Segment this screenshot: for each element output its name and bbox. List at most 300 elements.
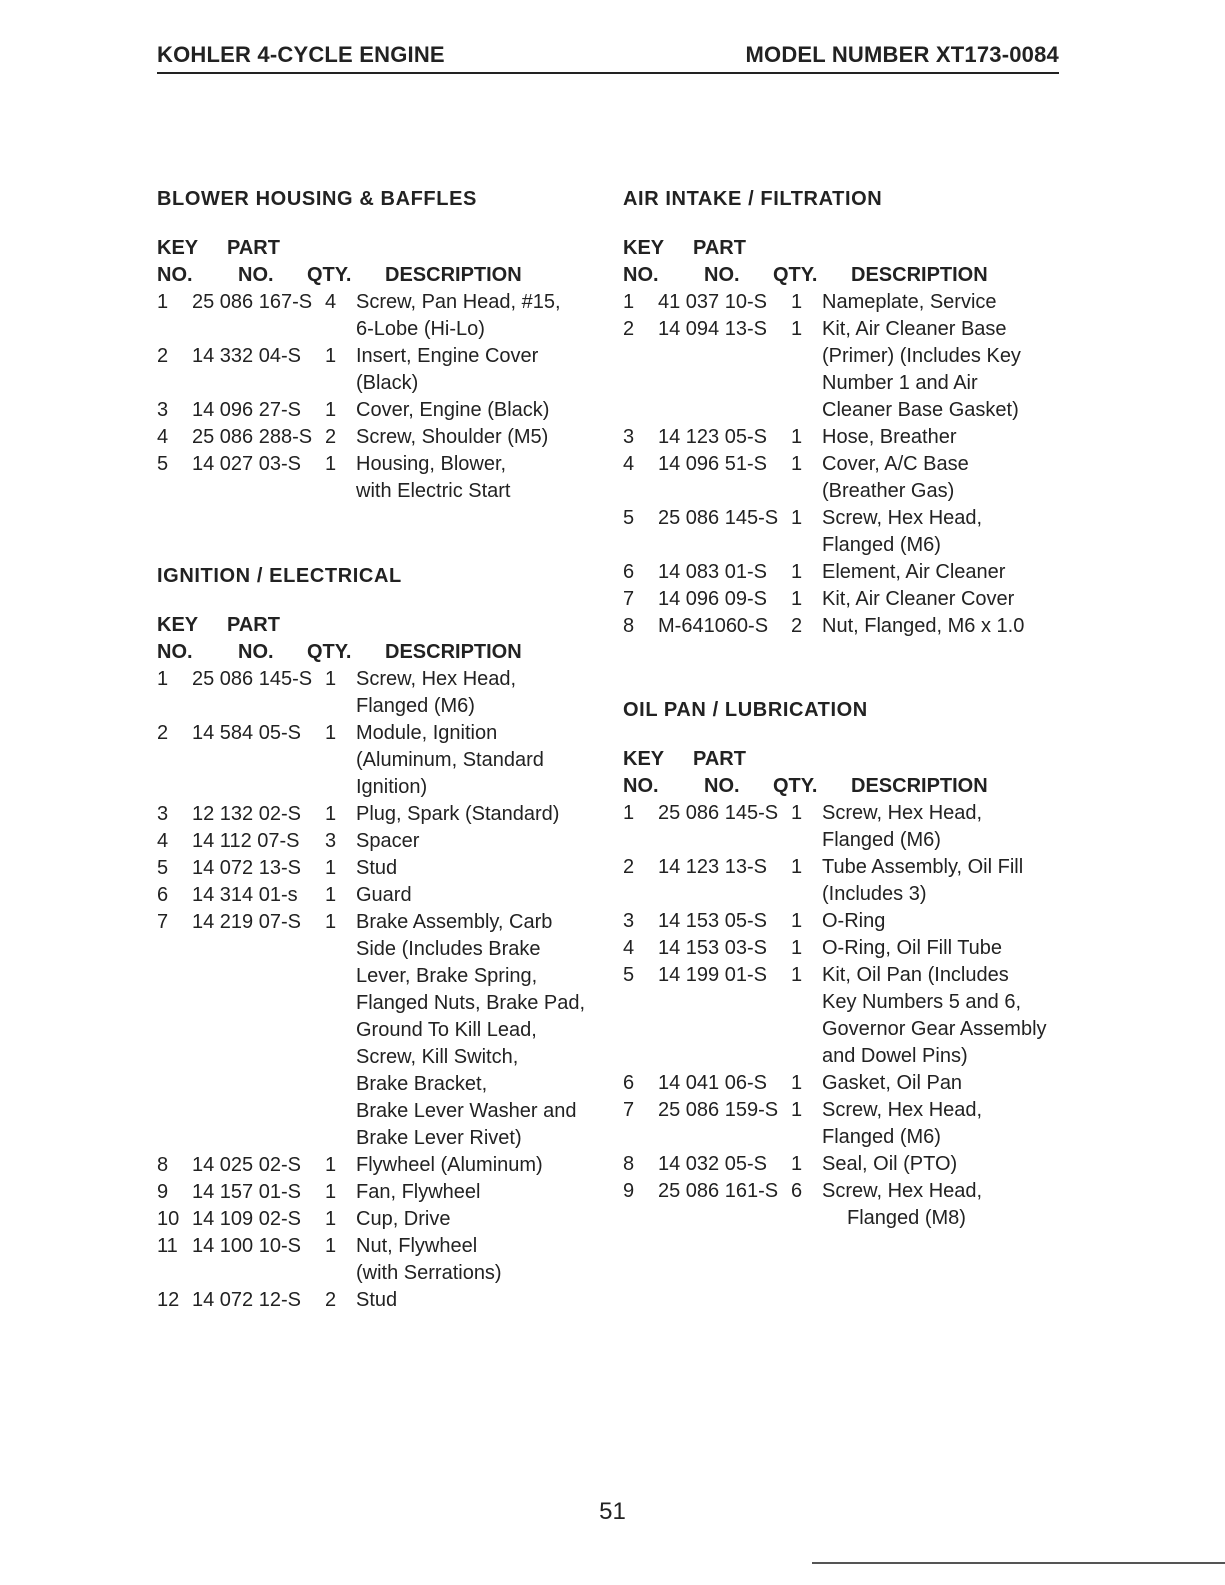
description: Kit, Oil Pan (Includes: [822, 964, 1009, 986]
parts-row-continuation: [623, 478, 1073, 505]
quantity: 1: [791, 561, 803, 583]
parts-row: [157, 666, 607, 720]
parts-row-line: [623, 800, 1073, 827]
parts-row-continuation: [157, 990, 607, 1017]
key-number: 11: [157, 1235, 178, 1257]
parts-row-line: [157, 855, 607, 882]
part-number: 25 086 145-S: [658, 802, 779, 824]
section-blower-housing: [157, 186, 607, 505]
col-header-qty: QTY.: [307, 641, 352, 663]
key-number: 10: [157, 1208, 180, 1230]
description: Key Numbers 5 and 6,: [822, 991, 1021, 1013]
part-number: 14 109 02-S: [192, 1208, 301, 1230]
quantity: 1: [791, 588, 803, 610]
description: Lever, Brake Spring,: [356, 965, 538, 987]
col-header-description: DESCRIPTION: [851, 264, 988, 286]
part-number: 14 332 04-S: [192, 345, 301, 367]
description: and Dowel Pins): [822, 1045, 968, 1067]
parts-row-continuation: [157, 1260, 607, 1287]
key-number: 3: [623, 910, 635, 932]
description: Flanged (M6): [356, 695, 475, 717]
quantity: 2: [325, 426, 337, 448]
key-number: 1: [623, 802, 635, 824]
part-number: 25 086 145-S: [192, 668, 313, 690]
parts-row-line: [157, 451, 607, 478]
description: Screw, Hex Head,: [356, 668, 517, 690]
col-header-part: PART: [693, 748, 746, 770]
part-number: 14 072 13-S: [192, 857, 301, 879]
col-header-key: KEY: [157, 237, 199, 259]
description: Insert, Engine Cover: [356, 345, 539, 367]
key-number: 9: [623, 1180, 635, 1202]
col-header-part: PART: [227, 237, 280, 259]
key-number: 7: [623, 1099, 635, 1121]
parts-row: [623, 854, 1073, 908]
description: Ground To Kill Lead,: [356, 1019, 537, 1041]
parts-row-line: [157, 1152, 607, 1179]
key-number: 4: [623, 937, 635, 959]
parts-row-line: [623, 908, 1073, 935]
description: Seal, Oil (PTO): [822, 1153, 958, 1175]
scan-edge-line: [812, 1562, 1225, 1564]
section-title: OIL PAN / LUBRICATION: [623, 699, 868, 721]
quantity: 1: [791, 964, 803, 986]
description: Screw, Hex Head,: [822, 802, 983, 824]
col-header-qty: QTY.: [773, 264, 818, 286]
description: Cup, Drive: [356, 1208, 451, 1230]
quantity: 1: [791, 318, 803, 340]
parts-row-continuation: [623, 989, 1073, 1016]
description: Kit, Air Cleaner Cover: [822, 588, 1015, 610]
description: Nameplate, Service: [822, 291, 997, 313]
description: (Includes 3): [822, 883, 927, 905]
part-number: M-641060-S: [658, 615, 769, 637]
key-number: 2: [623, 856, 635, 878]
quantity: 1: [325, 1154, 337, 1176]
quantity: 1: [791, 1153, 803, 1175]
key-number: 5: [623, 507, 635, 529]
description: Cover, Engine (Black): [356, 399, 550, 421]
quantity: 1: [325, 1208, 337, 1230]
quantity: 1: [791, 1072, 803, 1094]
parts-row-line: [157, 397, 607, 424]
model-number: MODEL NUMBER XT173-0084: [745, 42, 1059, 67]
description: Flanged (M6): [822, 829, 941, 851]
description: Screw, Hex Head,: [822, 507, 983, 529]
parts-row: [623, 289, 1073, 316]
key-number: 7: [157, 911, 169, 933]
description: (with Serrations): [356, 1262, 502, 1284]
col-header-description: DESCRIPTION: [385, 264, 522, 286]
col-header-no: NO.: [623, 264, 659, 286]
key-number: 9: [157, 1181, 169, 1203]
parts-row: [157, 424, 607, 451]
part-number: 25 086 167-S: [192, 291, 313, 313]
description: 6-Lobe (Hi-Lo): [356, 318, 485, 340]
part-number: 14 123 05-S: [658, 426, 767, 448]
key-number: 2: [157, 345, 169, 367]
parts-row-line: [623, 559, 1073, 586]
key-number: 3: [157, 399, 169, 421]
description: Guard: [356, 884, 412, 906]
parts-row-line: [623, 962, 1073, 989]
col-header-key: KEY: [157, 614, 199, 636]
parts-row-line: [157, 1206, 607, 1233]
part-number: 14 123 13-S: [658, 856, 767, 878]
col-header-description: DESCRIPTION: [385, 641, 522, 663]
description: Fan, Flywheel: [356, 1181, 481, 1203]
parts-row-continuation: [623, 370, 1073, 397]
parts-row-continuation: [623, 827, 1073, 854]
quantity: 1: [791, 937, 803, 959]
engine-title: KOHLER 4-CYCLE ENGINE: [157, 42, 445, 67]
description: Flanged Nuts, Brake Pad,: [356, 992, 586, 1014]
parts-row: [623, 1070, 1073, 1097]
part-number: 41 037 10-S: [658, 291, 767, 313]
parts-row: [623, 316, 1073, 424]
quantity: 1: [325, 803, 337, 825]
column-header-row-1: [623, 235, 1073, 262]
spacer: [157, 213, 607, 235]
key-number: 8: [157, 1154, 169, 1176]
part-number: 14 032 05-S: [658, 1153, 767, 1175]
parts-row-continuation: [623, 532, 1073, 559]
spacer: [623, 213, 1073, 235]
part-number: 14 094 13-S: [658, 318, 767, 340]
parts-row-line: [157, 1287, 607, 1314]
parts-row-continuation: [157, 1125, 607, 1152]
quantity: 1: [325, 1235, 337, 1257]
parts-row-continuation: [157, 478, 607, 505]
description: Module, Ignition: [356, 722, 498, 744]
col-header-part-no: NO.: [238, 264, 274, 286]
parts-row-continuation: [623, 1124, 1073, 1151]
quantity: 1: [325, 1181, 337, 1203]
parts-row: [157, 1233, 607, 1287]
description: Number 1 and Air: [822, 372, 978, 394]
col-header-part: PART: [693, 237, 746, 259]
parts-row-continuation: [157, 1098, 607, 1125]
key-number: 5: [157, 453, 169, 475]
col-header-qty: QTY.: [307, 264, 352, 286]
description: with Electric Start: [356, 480, 511, 502]
key-number: 3: [623, 426, 635, 448]
parts-row: [623, 908, 1073, 935]
quantity: 1: [325, 453, 337, 475]
part-number: 14 041 06-S: [658, 1072, 767, 1094]
quantity: 1: [791, 802, 803, 824]
part-number: 14 112 07-S: [192, 830, 300, 852]
parts-row-continuation: [157, 1044, 607, 1071]
description: Brake Lever Rivet): [356, 1127, 522, 1149]
parts-row: [623, 424, 1073, 451]
quantity: 1: [325, 722, 337, 744]
quantity: 1: [325, 884, 337, 906]
parts-row: [623, 613, 1073, 640]
parts-row: [623, 1178, 1073, 1232]
parts-row: [157, 909, 607, 1152]
description: Brake Lever Washer and: [356, 1100, 577, 1122]
parts-row: [157, 1206, 607, 1233]
column-header-row-2: [157, 639, 607, 666]
parts-row: [623, 935, 1073, 962]
parts-row: [157, 720, 607, 801]
col-header-key: KEY: [623, 237, 665, 259]
part-number: 14 096 09-S: [658, 588, 767, 610]
parts-row: [157, 855, 607, 882]
parts-row: [157, 1179, 607, 1206]
quantity: 1: [325, 911, 337, 933]
key-number: 4: [623, 453, 635, 475]
section-oil-pan: [623, 697, 1073, 1232]
parts-row: [623, 800, 1073, 854]
parts-row-line: [623, 451, 1073, 478]
col-header-no: NO.: [157, 264, 193, 286]
quantity: 2: [325, 1289, 337, 1311]
parts-row-line: [623, 935, 1073, 962]
key-number: 3: [157, 803, 169, 825]
key-number: 2: [623, 318, 635, 340]
quantity: 1: [325, 857, 337, 879]
parts-row-line: [623, 289, 1073, 316]
quantity: 1: [325, 668, 337, 690]
description: Gasket, Oil Pan: [822, 1072, 963, 1094]
part-number: 12 132 02-S: [192, 803, 301, 825]
part-number: 14 153 03-S: [658, 937, 767, 959]
description: Cover, A/C Base: [822, 453, 969, 475]
parts-row-continuation: [157, 936, 607, 963]
part-number: 25 086 145-S: [658, 507, 779, 529]
parts-row: [623, 1097, 1073, 1151]
part-number: 14 100 10-S: [192, 1235, 301, 1257]
part-number: 14 096 51-S: [658, 453, 767, 475]
parts-row: [623, 505, 1073, 559]
col-header-qty: QTY.: [773, 775, 818, 797]
section-title: BLOWER HOUSING & BAFFLES: [157, 188, 477, 210]
parts-row-line: [157, 666, 607, 693]
parts-row-line: [623, 613, 1073, 640]
quantity: 1: [791, 426, 803, 448]
parts-row-continuation: [157, 747, 607, 774]
description: Nut, Flanged, M6 x 1.0: [822, 615, 1025, 637]
parts-row: [623, 451, 1073, 505]
section-air-intake: [623, 186, 1073, 640]
col-header-key: KEY: [623, 748, 665, 770]
part-number: 14 314 01-s: [192, 884, 298, 906]
part-number: 14 157 01-S: [192, 1181, 301, 1203]
parts-row: [157, 1152, 607, 1179]
col-header-part: PART: [227, 614, 280, 636]
key-number: 6: [623, 561, 635, 583]
description: Plug, Spark (Standard): [356, 803, 560, 825]
parts-row-line: [157, 1233, 607, 1260]
parts-row-line: [157, 343, 607, 370]
description: Side (Includes Brake: [356, 938, 541, 960]
parts-row: [157, 801, 607, 828]
quantity: 1: [791, 507, 803, 529]
parts-row: [623, 1151, 1073, 1178]
quantity: 1: [791, 856, 803, 878]
description: Brake Assembly, Carb: [356, 911, 553, 933]
description: Cleaner Base Gasket): [822, 399, 1019, 421]
spacer: [623, 724, 1073, 746]
description: O-Ring: [822, 910, 886, 932]
parts-row: [157, 289, 607, 343]
parts-row: [157, 343, 607, 397]
parts-row-continuation: [157, 316, 607, 343]
parts-row-line: [623, 854, 1073, 881]
quantity: 1: [325, 345, 337, 367]
description: Spacer: [356, 830, 420, 852]
spacer: [157, 590, 607, 612]
parts-row-continuation: [623, 1205, 1073, 1232]
description: Stud: [356, 857, 398, 879]
parts-row: [623, 559, 1073, 586]
parts-row-continuation: [157, 963, 607, 990]
parts-row: [157, 451, 607, 505]
parts-row-continuation: [157, 693, 607, 720]
parts-row-line: [623, 424, 1073, 451]
parts-row-line: [623, 1097, 1073, 1124]
description: Flanged (M6): [822, 1126, 941, 1148]
col-header-part-no: NO.: [704, 264, 740, 286]
description: Brake Bracket,: [356, 1073, 488, 1095]
parts-row-line: [623, 505, 1073, 532]
quantity: 1: [791, 291, 803, 313]
description: Kit, Air Cleaner Base: [822, 318, 1007, 340]
description: Screw, Shoulder (M5): [356, 426, 549, 448]
key-number: 1: [157, 668, 169, 690]
description: Flywheel (Aluminum): [356, 1154, 543, 1176]
column-header-row-1: [623, 746, 1073, 773]
description: (Aluminum, Standard: [356, 749, 544, 771]
key-number: 4: [157, 830, 169, 852]
description: Governor Gear Assembly: [822, 1018, 1047, 1040]
description: (Primer) (Includes Key: [822, 345, 1021, 367]
parts-row-continuation: [623, 881, 1073, 908]
quantity: 1: [325, 399, 337, 421]
part-number: 14 072 12-S: [192, 1289, 301, 1311]
section-ignition-electrical: [157, 563, 607, 1314]
part-number: 25 086 159-S: [658, 1099, 779, 1121]
part-number: 14 025 02-S: [192, 1154, 301, 1176]
parts-row-line: [623, 1178, 1073, 1205]
description: Screw, Kill Switch,: [356, 1046, 519, 1068]
quantity: 1: [791, 910, 803, 932]
parts-row-line: [623, 316, 1073, 343]
key-number: 5: [157, 857, 169, 879]
parts-row-continuation: [157, 1017, 607, 1044]
key-number: 6: [623, 1072, 635, 1094]
column-header-row-1: [157, 235, 607, 262]
column-header-row-2: [623, 773, 1073, 800]
col-header-description: DESCRIPTION: [851, 775, 988, 797]
description: Flanged (M6): [822, 534, 941, 556]
description: Ignition): [356, 776, 428, 798]
part-number: 25 086 161-S: [658, 1180, 779, 1202]
parts-row-continuation: [623, 1043, 1073, 1070]
parts-row: [157, 1287, 607, 1314]
column-header-row-2: [623, 262, 1073, 289]
description: Housing, Blower,: [356, 453, 507, 475]
description: (Black): [356, 372, 419, 394]
col-header-part-no: NO.: [238, 641, 274, 663]
parts-row: [623, 962, 1073, 1070]
column-header-row-1: [157, 612, 607, 639]
description: Element, Air Cleaner: [822, 561, 1006, 583]
description: Hose, Breather: [822, 426, 957, 448]
parts-row-line: [157, 289, 607, 316]
parts-row-line: [157, 828, 607, 855]
parts-row-continuation: [623, 397, 1073, 424]
parts-row-continuation: [623, 343, 1073, 370]
description: Screw, Hex Head,: [822, 1180, 983, 1202]
part-number: 14 027 03-S: [192, 453, 301, 475]
section-title: AIR INTAKE / FILTRATION: [623, 188, 883, 210]
parts-row-line: [157, 424, 607, 451]
parts-row-line: [157, 720, 607, 747]
key-number: 1: [623, 291, 635, 313]
description: Tube Assembly, Oil Fill: [822, 856, 1024, 878]
quantity: 1: [791, 1099, 803, 1121]
parts-row: [157, 882, 607, 909]
parts-row-line: [157, 1179, 607, 1206]
description: Nut, Flywheel: [356, 1235, 478, 1257]
key-number: 7: [623, 588, 635, 610]
description: Flanged (M8): [847, 1207, 966, 1229]
part-number: 14 083 01-S: [658, 561, 767, 583]
part-number: 14 584 05-S: [192, 722, 301, 744]
col-header-part-no: NO.: [704, 775, 740, 797]
key-number: 8: [623, 615, 635, 637]
description: Screw, Pan Head, #15,: [356, 291, 561, 313]
col-header-no: NO.: [157, 641, 193, 663]
part-number: 14 219 07-S: [192, 911, 301, 933]
quantity: 6: [791, 1180, 803, 1202]
description: O-Ring, Oil Fill Tube: [822, 937, 1003, 959]
key-number: 8: [623, 1153, 635, 1175]
quantity: 1: [791, 453, 803, 475]
parts-row-continuation: [623, 1016, 1073, 1043]
quantity: 3: [325, 830, 337, 852]
quantity: 2: [791, 615, 803, 637]
parts-row: [623, 586, 1073, 613]
section-title: IGNITION / ELECTRICAL: [157, 565, 402, 587]
parts-row-line: [157, 882, 607, 909]
parts-row-line: [623, 1070, 1073, 1097]
description: Stud: [356, 1289, 398, 1311]
parts-row: [157, 828, 607, 855]
column-header-row-2: [157, 262, 607, 289]
description: Screw, Hex Head,: [822, 1099, 983, 1121]
page-header: [157, 42, 1059, 74]
quantity: 4: [325, 291, 337, 313]
parts-row-continuation: [157, 774, 607, 801]
key-number: 6: [157, 884, 169, 906]
col-header-no: NO.: [623, 775, 659, 797]
parts-row-line: [157, 801, 607, 828]
part-number: 14 199 01-S: [658, 964, 767, 986]
page-number: 51: [599, 1498, 626, 1525]
parts-row-continuation: [157, 370, 607, 397]
key-number: 5: [623, 964, 635, 986]
key-number: 1: [157, 291, 169, 313]
parts-row-line: [623, 1151, 1073, 1178]
parts-row: [157, 397, 607, 424]
key-number: 2: [157, 722, 169, 744]
part-number: 14 153 05-S: [658, 910, 767, 932]
key-number: 12: [157, 1289, 180, 1311]
